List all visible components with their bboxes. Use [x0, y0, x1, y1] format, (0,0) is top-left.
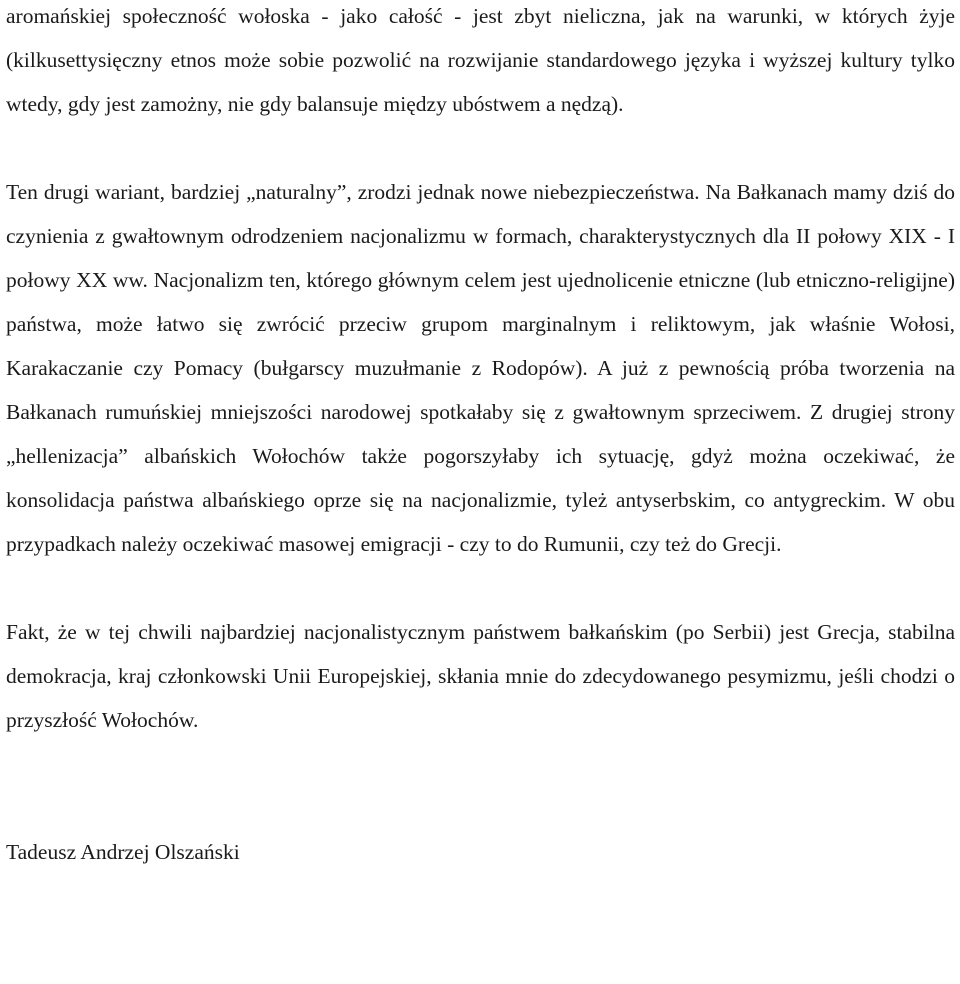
author-signature: Tadeusz Andrzej Olszański: [6, 840, 240, 864]
paragraph-1: aromańskiej społeczność wołoska - jako całość - jest zbyt nieliczna, jak na warunki, w których żyje (kilkusettysięczny etnos może sobie pozwolić na rozwijanie standardowego języka i wyższej kultury tylko wtedy, gdy jest zamożny, nie gdy balansuje między ubóstwem a nędzą).: [6, 4, 955, 116]
paragraph-2: Ten drugi wariant, bardziej „naturalny”, zrodzi jednak nowe niebezpieczeństwa. Na Bałkanach mamy dziś do czynienia z gwałtownym odrodzeniem nacjonalizmu w formach, charakterystycznych dla II połowy XIX - I połowy XX ww. Nacjonalizm ten, którego głównym celem jest ujednolicenie etniczne (lub etniczno-religijne) państwa, może łatwo się zwrócić przeciw grupom marginalnym i reliktowym, jak właśnie Wołosi, Karakaczanie czy Pomacy (bułgarscy muzułmanie z Rodopów). A już z pewnością próba tworzenia na Bałkanach rumuńskiej mniejszości narodowej spotkałaby się z gwałtownym sprzeciwem. Z drugiej strony „hellenizacja” albańskich Wołochów także pogorszyłaby ich sytuację, gdyż można oczekiwać, że konsolidacja państwa albańskiego oprze się na nacjonalizmie, tyleż antyserbskim, co antygreckim. W obu przypadkach należy oczekiwać masowej emigracji - czy to do Rumunii, czy też do Grecji.: [6, 180, 955, 556]
document-page: [6, 0, 955, 874]
paragraph-3: Fakt, że w tej chwili najbardziej nacjonalistycznym państwem bałkańskim (po Serbii) jest Grecja, stabilna demokracja, kraj członkowski Unii Europejskiej, skłania mnie do zdecydowanego pesymizmu, jeśli chodzi o przyszłość Wołochów.: [6, 620, 955, 732]
